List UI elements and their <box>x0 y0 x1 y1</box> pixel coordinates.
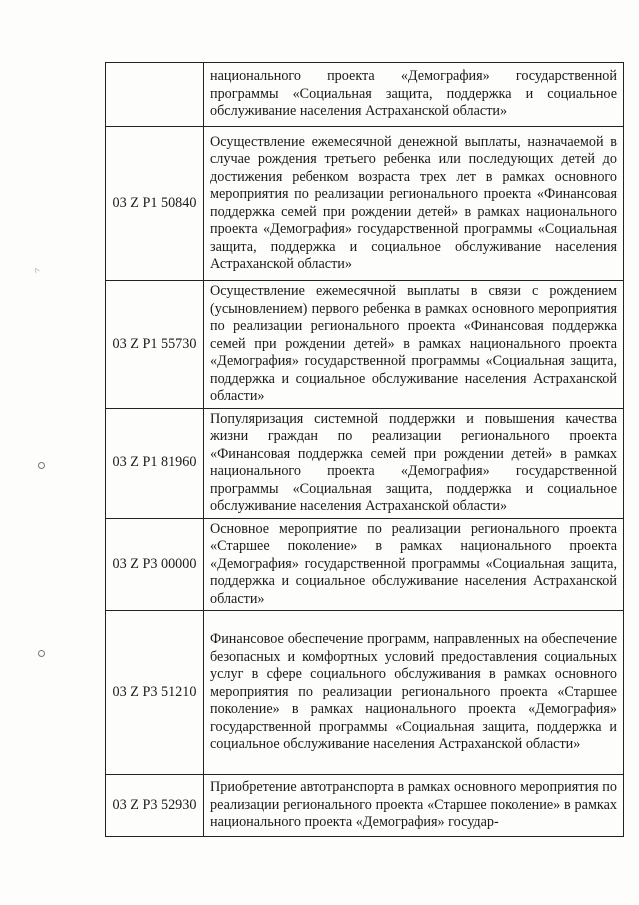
code-cell: 03 Z P3 00000 <box>106 518 204 611</box>
code-cell: 03 Z P3 52930 <box>106 775 204 837</box>
budget-classification-table <box>105 62 624 837</box>
table-row <box>106 408 624 518</box>
table-row <box>106 775 624 837</box>
binder-hole <box>38 650 45 657</box>
description-cell: Осуществление ежемесячной денежной выплаты, назначаемой в случае рождения третьего ребенка или последующих детей до достижения ребенком возраста трех лет в рамках основного мероприятия по реализации регионального проекта «Финансовая поддержка семей при рождении детей» в рамках национального проекта «Демография» государственной программы «Социальная защита, поддержка и социальное обслуживание населения Астраханской области» <box>204 127 624 281</box>
description-cell: Популяризация системной поддержки и повышения качества жизни граждан по реализации регионального проекта «Финансовая поддержка семей при рождении детей» в рамках национального проекта «Демография» государственной программы «Социальная защита, поддержка и социальное обслуживание населения Астраханской области» <box>204 408 624 518</box>
code-cell: 03 Z P3 51210 <box>106 611 204 775</box>
description-cell: Финансовое обеспечение программ, направленных на обеспечение безопасных и комфортных условий предоставления социальных услуг в сфере социального обслуживания в рамках основного мероприятия по реализации регионального проекта «Старшее поколение» в рамках национального проекта «Демография» государственной программы «Социальная защита, поддержка и социальное обслуживание населения Астраханской области» <box>204 611 624 775</box>
code-cell: 03 Z P1 50840 <box>106 127 204 281</box>
table-row <box>106 281 624 409</box>
table-row <box>106 127 624 281</box>
table-row <box>106 63 624 127</box>
binder-hole <box>38 462 45 469</box>
code-cell: 03 Z P1 81960 <box>106 408 204 518</box>
table-row <box>106 518 624 611</box>
scan-mark: ^ <box>32 265 43 278</box>
code-cell: 03 Z P1 55730 <box>106 281 204 409</box>
table-row <box>106 611 624 775</box>
description-cell: национального проекта «Демография» государственной программы «Социальная защита, поддержка и социальное обслуживание населения Астраханской области» <box>204 63 624 127</box>
code-cell <box>106 63 204 127</box>
description-cell: Приобретение автотранспорта в рамках основного мероприятия по реализации регионального проекта «Старшее поколение» в рамках национального проекта «Демография» государ- <box>204 775 624 837</box>
description-cell: Основное мероприятие по реализации регионального проекта «Старшее поколение» в рамках национального проекта «Демография» государственной программы «Социальная защита, поддержка и социальное обслуживание населения Астраханской области» <box>204 518 624 611</box>
description-cell: Осуществление ежемесячной выплаты в связи с рождением (усыновлением) первого ребенка в рамках основного мероприятия по реализации регионального проекта «Финансовая поддержка семей при рождении детей» в рамках национального проекта «Демография» государственной программы «Социальная защита, поддержка и социальное обслуживание населения Астраханской области» <box>204 281 624 409</box>
